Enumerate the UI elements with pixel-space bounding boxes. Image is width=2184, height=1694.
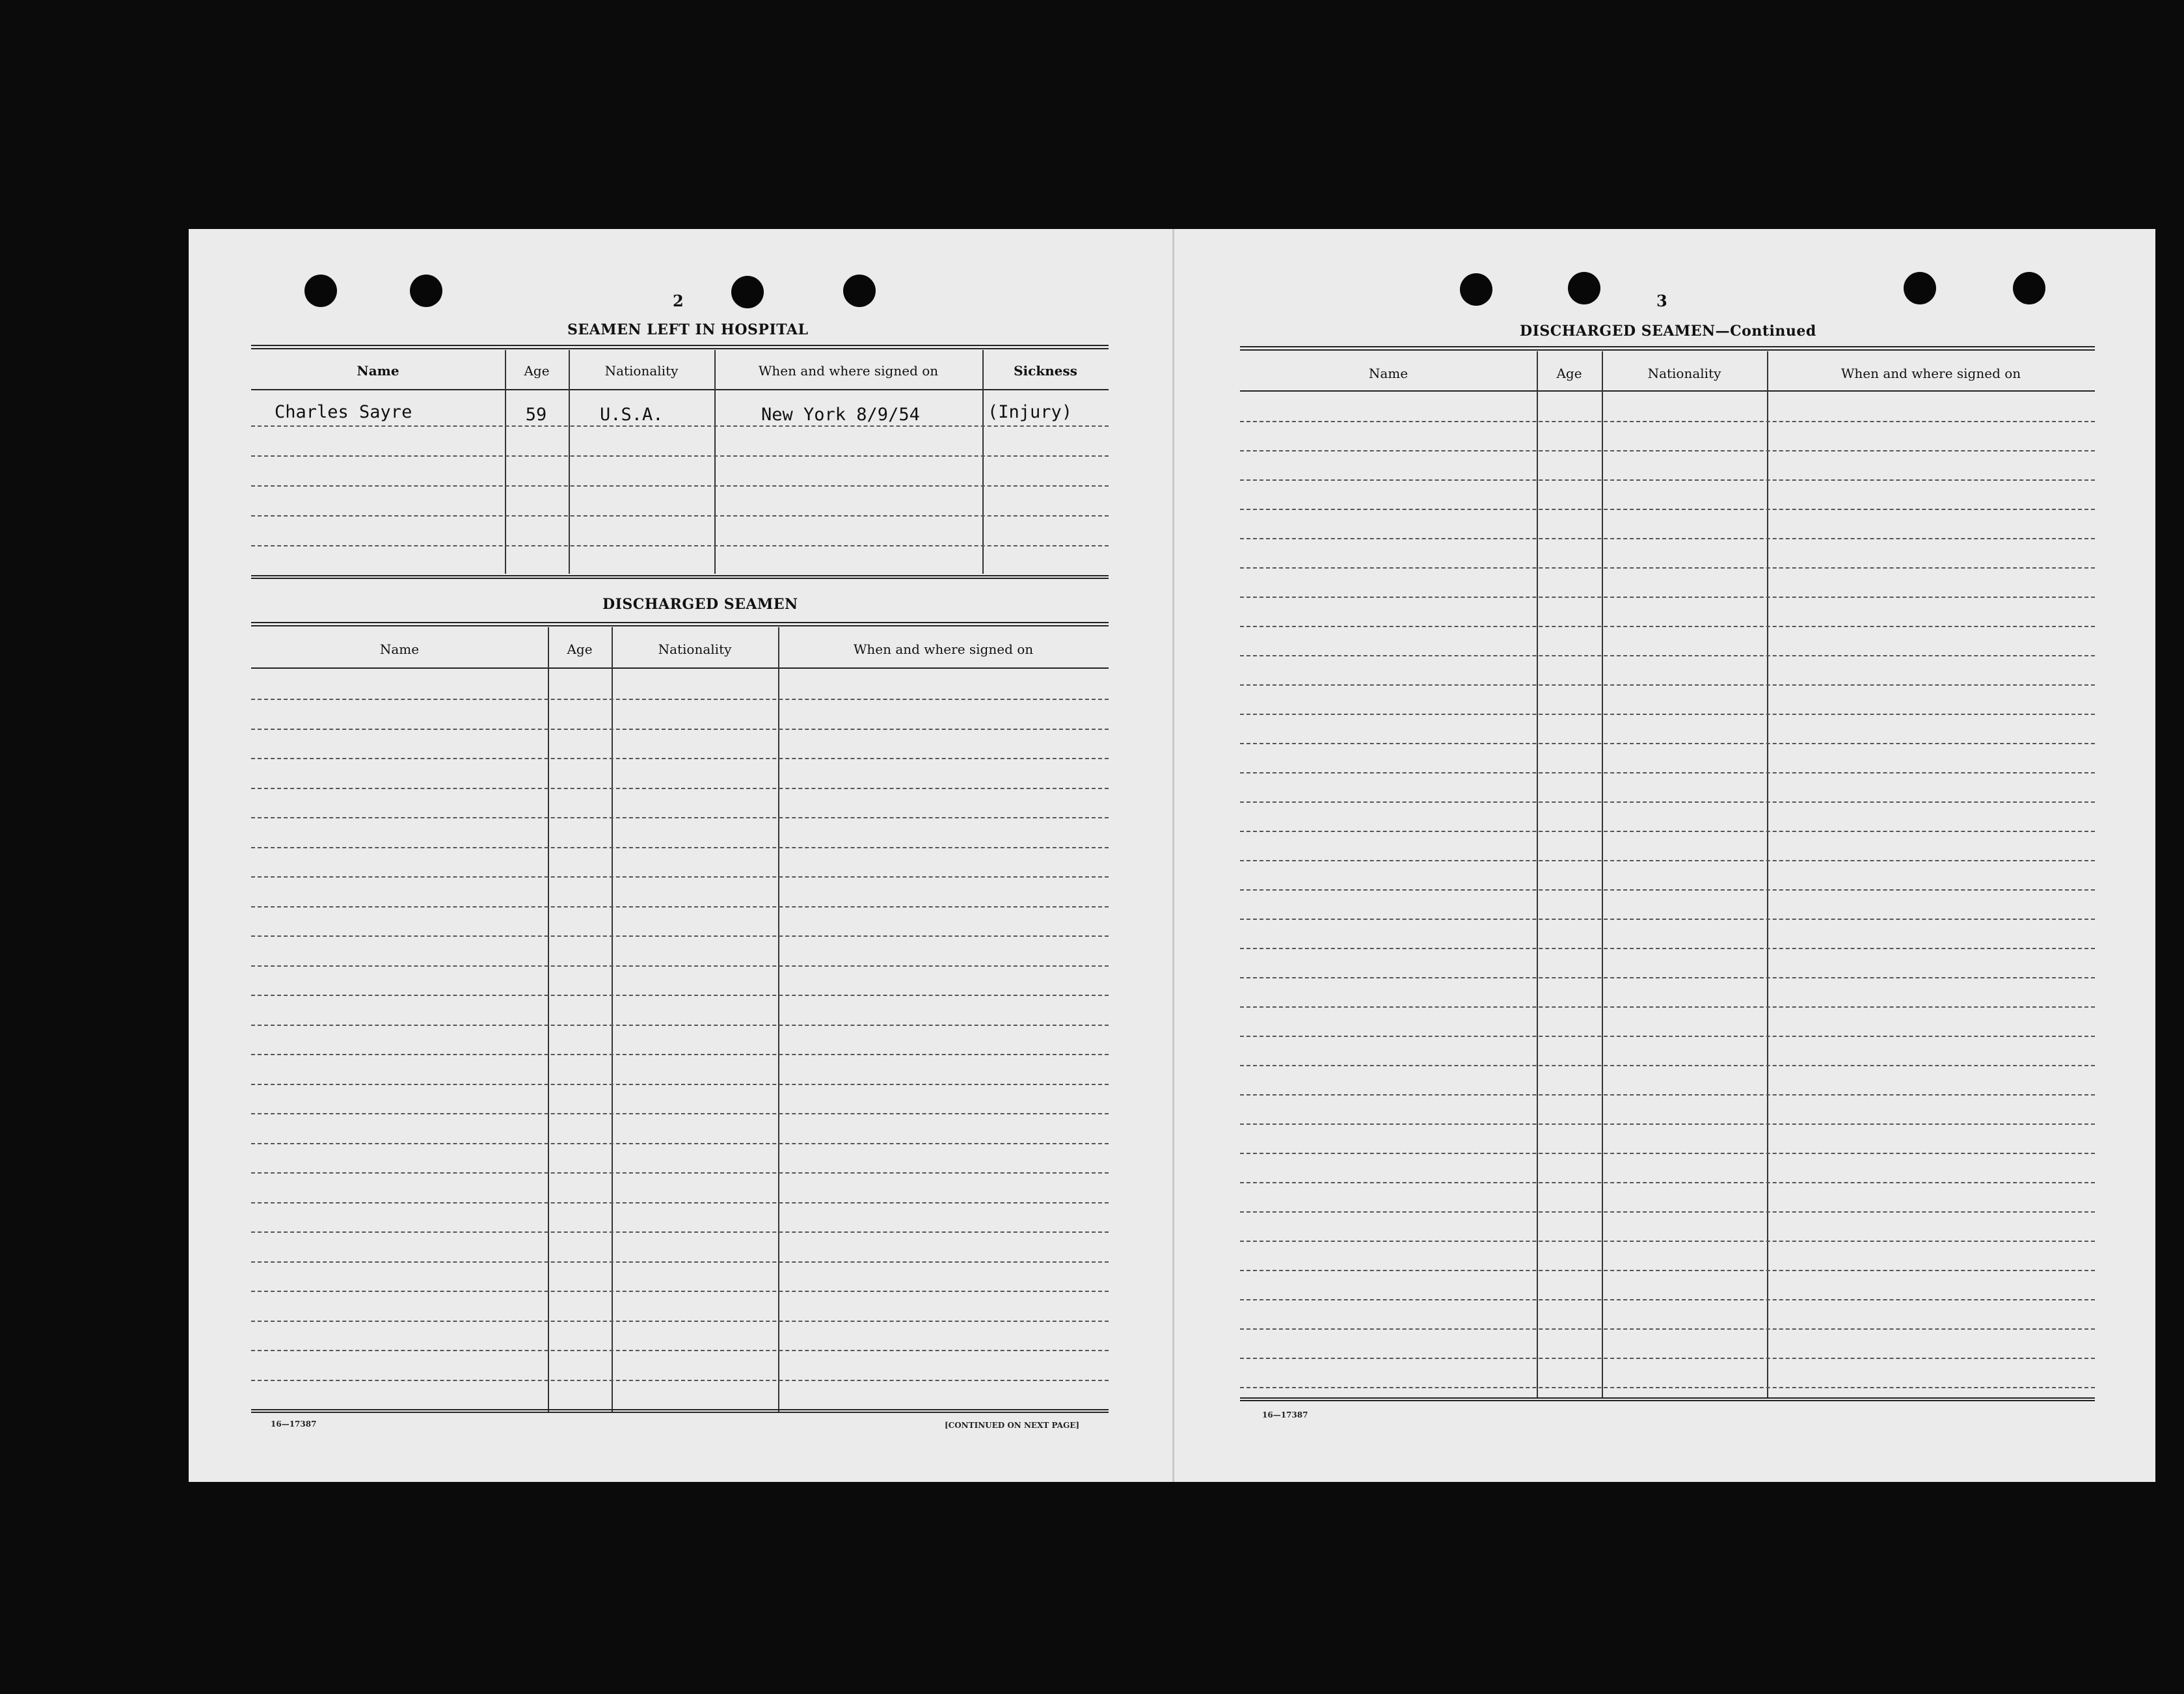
header-sickness: Sickness [1014,363,1077,379]
table-row-nationality: U.S.A. [600,405,664,425]
row-line [251,906,1109,908]
header-nationality: Nationality [604,363,679,379]
row-line [1240,655,2095,656]
discharged-table [251,622,1109,1414]
column-divider [982,350,984,574]
row-line [251,1202,1109,1203]
row-line [251,1172,1109,1174]
row-line [1240,479,2095,481]
punch-hole [2013,272,2045,304]
table-row-name: Charles Sayre [275,402,412,422]
column-divider [569,350,570,574]
table-bottom-rule [251,575,1109,579]
row-line [1240,1006,2095,1008]
table-top-rule [251,622,1109,626]
header-signed-on: When and where signed on [758,363,939,379]
table-row-signed-on: New York 8/9/54 [761,405,920,425]
row-line [1240,1153,2095,1154]
header-rule [251,389,1109,390]
header-signed-on: When and where signed on [853,641,1034,657]
table-bottom-rule [1240,1397,2095,1401]
column-divider [548,627,549,1413]
ledger-sheet [189,229,2155,1482]
table-top-rule [251,345,1109,349]
row-line [1240,919,2095,920]
hospital-table [251,345,1109,580]
discharged-continued-table [1240,346,2095,1403]
row-line [1240,801,2095,803]
row-line [251,425,1109,427]
row-line [251,1321,1109,1322]
continued-note: [CONTINUED ON NEXT PAGE] [945,1421,1080,1430]
row-line [251,847,1109,848]
table-bottom-rule [251,1409,1109,1413]
header-nationality: Nationality [1647,366,1721,381]
punch-hole [1460,273,1492,306]
page-number: 2 [673,291,684,310]
row-line [1240,684,2095,686]
punch-hole [410,275,442,307]
row-line [1240,889,2095,891]
row-line [251,1350,1109,1351]
column-divider [612,627,613,1413]
column-divider [778,627,779,1413]
header-nationality: Nationality [658,641,732,657]
row-line [251,1113,1109,1114]
row-line [1240,1065,2095,1066]
row-line [1240,567,2095,569]
row-line [251,1084,1109,1085]
table-row-age: 59 [525,405,547,425]
punch-hole [1904,272,1936,304]
row-line [1240,977,2095,978]
punch-hole [731,276,764,308]
row-line [1240,509,2095,510]
punch-hole [1568,272,1600,304]
row-line [251,1261,1109,1263]
hospital-section-title: SEAMEN LEFT IN HOSPITAL [567,321,809,338]
row-line [1240,772,2095,773]
discharged-continued-title: DISCHARGED SEAMEN—Continued [1520,323,1816,340]
header-rule [251,667,1109,669]
row-line [251,729,1109,730]
row-line [1240,1270,2095,1271]
row-line [1240,1211,2095,1213]
row-line [251,1380,1109,1381]
row-line [251,995,1109,996]
row-line [251,758,1109,759]
row-line [1240,1299,2095,1300]
row-line [1240,1328,2095,1330]
page-number: 3 [1656,291,1667,310]
table-top-rule [1240,346,2095,351]
row-line [1240,538,2095,539]
form-number: 16—17387 [1262,1410,1308,1419]
row-line [1240,948,2095,949]
row-line [1240,1358,2095,1359]
row-line [251,788,1109,789]
row-line [1240,450,2095,451]
row-line [251,1143,1109,1144]
row-line [251,699,1109,700]
row-line [1240,1387,2095,1388]
row-line [1240,626,2095,627]
center-fold [1172,229,1174,1482]
row-line [1240,860,2095,861]
punch-hole [304,275,337,307]
row-line [1240,714,2095,715]
header-name: Name [1368,366,1409,381]
header-name: Name [379,641,420,657]
row-line [1240,831,2095,832]
row-line [251,965,1109,967]
row-line [1240,597,2095,598]
row-line [251,1025,1109,1026]
header-rule [1240,390,2095,392]
row-line [251,1291,1109,1292]
row-line [1240,1182,2095,1183]
row-line [251,485,1109,487]
row-line [251,1054,1109,1055]
row-line [251,1231,1109,1233]
discharged-section-title: DISCHARGED SEAMEN [602,596,798,613]
row-line [1240,1036,2095,1037]
header-age: Age [1556,366,1582,381]
punch-hole [843,275,876,307]
header-age: Age [524,363,550,379]
row-line [1240,1241,2095,1242]
row-line [251,515,1109,517]
header-name: Name [357,363,399,379]
column-divider [714,350,716,574]
column-divider [505,350,506,574]
row-line [1240,421,2095,422]
row-line [251,545,1109,546]
header-age: Age [567,641,593,657]
row-line [1240,1094,2095,1096]
row-line [251,455,1109,457]
row-line [1240,743,2095,744]
form-number: 16—17387 [271,1419,317,1429]
table-row-sickness: (Injury) [988,402,1073,422]
row-line [251,876,1109,878]
row-line [251,935,1109,937]
row-line [251,817,1109,818]
row-line [1240,1123,2095,1125]
header-signed-on: When and where signed on [1840,366,2021,381]
